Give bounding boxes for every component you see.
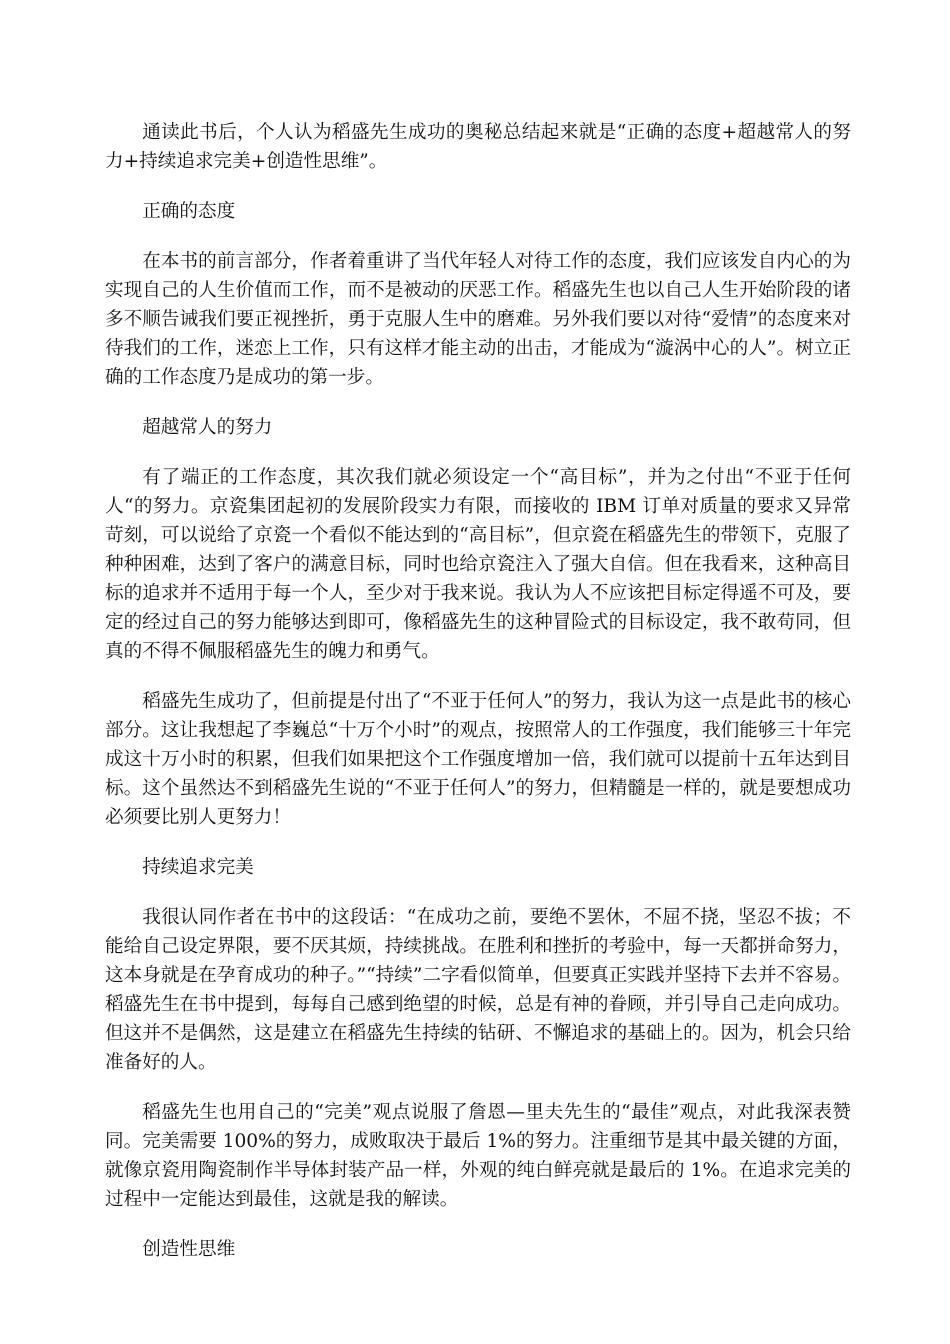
attitude-paragraph: 在本书的前言部分，作者着重讲了当代年轻人对待工作的态度，我们应该发自内心的为实现自己的人生价值而工作，而不是被动的厌恶工作。稻盛先生也以自己人生开始阶段的诸多不顺告诫我们要正视挫折，勇于克服人生中的磨难。另外我们要以对待“爱情”的态度来对待我们的工作，迷恋上工作，只有这样才能主动的出击，才能成为“漩涡中心的人”。树立正确的工作态度乃是成功的第一步。 bbox=[105, 251, 851, 388]
section-heading-attitude: 正确的态度 bbox=[142, 201, 236, 222]
intro-paragraph: 通读此书后，个人认为稻盛先生成功的奥秘总结起来就是“正确的态度+超越常人的努力+持续追求完美+创造性思维”。 bbox=[105, 122, 851, 172]
effort-paragraph-2: 稻盛先生成功了，但前提是付出了“不亚于任何人”的努力，我认为这一点是此书的核心部分。这让我想起了李巍总“十万个小时”的观点，按照常人的工作强度，我们能够三十年完成这十万小时的积累，但我们如果把这个工作强度增加一倍，我们就可以提前十五年达到目标。这个虽然达不到稻盛先生说的“不亚于任何人”的努力，但精髓是一样的，就是要想成功必须要比别人更努力！ bbox=[105, 691, 851, 828]
document-page bbox=[105, 118, 851, 1285]
perfection-paragraph-2: 稻盛先生也用自己的“完美”观点说服了詹恩—里夫先生的“最佳”观点，对此我深表赞同。完美需要 100%的努力，成败取决于最后 1%的努力。注重细节是其中最关键的方面，就像京瓷用陶瓷制作半导体封装产品一样，外观的纯白鲜亮就是最后的 1%。在追求完美的过程中一定能达到最佳，这就是我的解读。 bbox=[105, 1102, 851, 1210]
section-heading-perfection: 持续追求完美 bbox=[142, 857, 254, 878]
section-heading-creative-thinking: 创造性思维 bbox=[142, 1239, 236, 1260]
section-heading-effort: 超越常人的努力 bbox=[142, 417, 273, 438]
effort-paragraph-1: 有了端正的工作态度，其次我们就必须设定一个“高目标”，并为之付出“不亚于任何人“的努力。京瓷集团起初的发展阶段实力有限，而接收的 IBM 订单对质量的要求又异常苛刻，可以说给了京瓷一个看似不能达到的“高目标”，但京瓷在稻盛先生的带领下，克服了种种困难，达到了客户的满意目标，同时也给京瓷注入了强大自信。但在我看来，这种高目标的追求并不适用于每一个人，至少对于我来说。我认为人不应该把目标定得遥不可及，要定的经过自己的努力能够达到即可，像稻盛先生的这种冒险式的目标设定，我不敢苟同，但真的不得不佩服稻盛先生的魄力和勇气。 bbox=[105, 467, 851, 662]
perfection-paragraph-1: 我很认同作者在书中的这段话：“在成功之前，要绝不罢休，不屈不挠，坚忍不拔；不能给自己设定界限，要不厌其烦，持续挑战。在胜利和挫折的考验中，每一天都拼命努力，这本身就是在孕育成功的种子。”“持续”二字看似简单，但要真正实践并坚持下去并不容易。稻盛先生在书中提到，每每自己感到绝望的时候，总是有神的眷顾，并引导自己走向成功。但这并不是偶然，这是建立在稻盛先生持续的钻研、不懈追求的基础上的。因为，机会只给准备好的人。 bbox=[105, 907, 851, 1073]
